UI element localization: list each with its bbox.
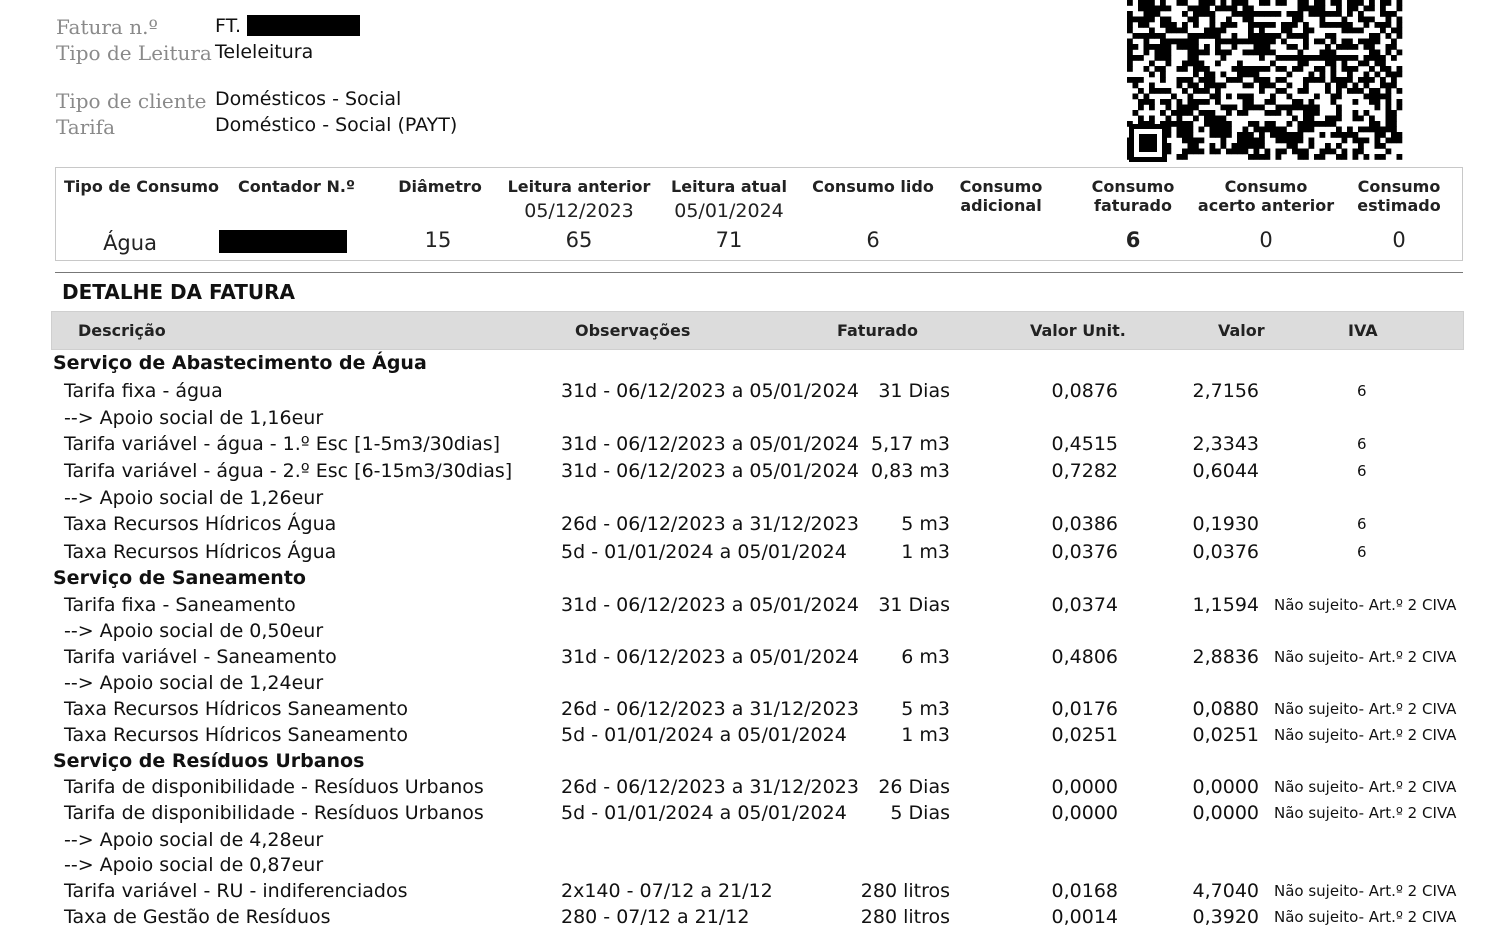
section-heading: Serviço de Resíduos Urbanos — [53, 750, 365, 772]
row-faturado: 280 litros — [860, 880, 950, 902]
note-row — [0, 407, 1488, 433]
table-row — [0, 594, 1488, 620]
table-row — [0, 513, 1488, 539]
row-description: Taxa Recursos Hídricos Saneamento — [64, 698, 408, 720]
row-faturado: 26 Dias — [878, 776, 950, 798]
note-row — [0, 672, 1488, 698]
header-leitura-anterior: Leitura anterior — [507, 177, 651, 196]
cell-consumo-faturado: 6 — [1125, 228, 1141, 252]
row-faturado: 1 m3 — [901, 724, 950, 746]
section-heading: Serviço de Saneamento — [53, 567, 306, 589]
row-valor: 0,6044 — [1192, 460, 1259, 482]
row-observacoes: 26d - 06/12/2023 a 31/12/2023 — [561, 513, 859, 535]
tarifa-label: Tarifa — [56, 115, 115, 139]
row-description: --> Apoio social de 1,26eur — [64, 487, 324, 509]
cell-consumo-estimado: 0 — [1392, 228, 1406, 252]
header-tipo-consumo: Tipo de Consumo — [64, 177, 219, 196]
row-valor: 0,0000 — [1192, 776, 1259, 798]
fatura-prefix: FT. — [215, 15, 241, 37]
header-consumo-acerto-l1: Consumo — [1224, 177, 1308, 196]
row-observacoes: 280 - 07/12 a 21/12 — [561, 906, 750, 928]
row-description: Tarifa fixa - Saneamento — [64, 594, 296, 616]
consumption-table — [55, 167, 1463, 261]
row-description: Tarifa fixa - água — [64, 380, 223, 402]
row-observacoes: 31d - 06/12/2023 a 05/01/2024 — [561, 460, 859, 482]
row-valor: 0,0000 — [1192, 802, 1259, 824]
row-description: Tarifa de disponibilidade - Resíduos Urbanos — [64, 776, 484, 798]
section-row — [0, 750, 1488, 776]
row-valor-unit: 0,0876 — [1051, 380, 1118, 402]
row-valor-unit: 0,0374 — [1051, 594, 1118, 616]
row-faturado: 0,83 m3 — [871, 460, 950, 482]
table-row — [0, 880, 1488, 906]
tipo-leitura-value: Teleleitura — [215, 41, 314, 63]
header-consumo-estimado-l1: Consumo — [1357, 177, 1441, 196]
col-faturado: Faturado — [837, 321, 918, 340]
row-faturado: 5,17 m3 — [871, 433, 950, 455]
row-description: Tarifa variável - água - 1.º Esc [1-5m3/30dias] — [64, 433, 501, 455]
cell-leitura-atual: 71 — [715, 228, 743, 252]
row-valor-unit: 0,4515 — [1051, 433, 1118, 455]
redacted-fatura-number — [247, 15, 360, 36]
section-title-detalhe: DETALHE DA FATURA — [62, 280, 296, 304]
row-description: Taxa Recursos Hídricos Água — [64, 541, 337, 563]
row-description: --> Apoio social de 1,16eur — [64, 407, 324, 429]
table-row — [0, 724, 1488, 750]
row-observacoes: 2x140 - 07/12 a 21/12 — [561, 880, 773, 902]
detail-header-bar — [51, 311, 1464, 350]
row-observacoes: 5d - 01/01/2024 a 05/01/2024 — [561, 802, 847, 824]
row-faturado: 5 Dias — [890, 802, 950, 824]
qr-code — [1127, 0, 1403, 164]
col-valor: Valor — [1218, 321, 1265, 340]
cell-consumo-lido: 6 — [866, 228, 880, 252]
row-valor-unit: 0,0014 — [1051, 906, 1118, 928]
header-consumo-acerto — [1196, 177, 1336, 215]
table-row — [0, 646, 1488, 672]
row-faturado: 6 m3 — [901, 646, 950, 668]
row-valor: 0,3920 — [1192, 906, 1259, 928]
row-description: --> Apoio social de 1,24eur — [64, 672, 324, 694]
row-valor-unit: 0,0251 — [1051, 724, 1118, 746]
row-observacoes: 31d - 06/12/2023 a 05/01/2024 — [561, 646, 859, 668]
row-valor-unit: 0,0168 — [1051, 880, 1118, 902]
row-valor-unit: 0,0386 — [1051, 513, 1118, 535]
row-faturado: 280 litros — [860, 906, 950, 928]
row-faturado: 5 m3 — [901, 513, 950, 535]
row-description: --> Apoio social de 0,50eur — [64, 620, 324, 642]
row-iva: Não sujeito- Art.º 2 CIVA — [1274, 726, 1457, 744]
date-leitura-atual: 05/01/2024 — [674, 200, 784, 222]
note-row — [0, 854, 1488, 880]
row-iva: 6 — [1357, 515, 1367, 533]
row-description: Taxa Recursos Hídricos Saneamento — [64, 724, 408, 746]
header-consumo-estimado-l2: estimado — [1357, 196, 1441, 215]
table-row — [0, 460, 1488, 486]
table-row — [0, 698, 1488, 724]
header-diametro: Diâmetro — [398, 177, 482, 196]
header-consumo-faturado-l2: faturado — [1094, 196, 1172, 215]
col-descricao: Descrição — [78, 321, 166, 340]
note-row — [0, 620, 1488, 646]
row-description: Taxa de Gestão de Resíduos — [64, 906, 331, 928]
row-description: Tarifa variável - água - 2.º Esc [6-15m3/30dias] — [64, 460, 513, 482]
row-faturado: 1 m3 — [901, 541, 950, 563]
row-iva: Não sujeito- Art.º 2 CIVA — [1274, 596, 1457, 614]
row-iva: Não sujeito- Art.º 2 CIVA — [1274, 804, 1457, 822]
header-consumo-acerto-l2: acerto anterior — [1197, 196, 1335, 215]
row-valor-unit: 0,0176 — [1051, 698, 1118, 720]
row-description: Tarifa variável - Saneamento — [64, 646, 337, 668]
row-iva: 6 — [1357, 435, 1367, 453]
date-leitura-anterior: 05/12/2023 — [524, 200, 634, 222]
row-valor: 2,8836 — [1192, 646, 1259, 668]
tipo-leitura-label: Tipo de Leitura — [56, 41, 212, 65]
row-description: --> Apoio social de 4,28eur — [64, 829, 324, 851]
row-description: --> Apoio social de 0,87eur — [64, 854, 324, 876]
table-row — [0, 776, 1488, 802]
row-valor-unit: 0,0376 — [1051, 541, 1118, 563]
row-valor-unit: 0,7282 — [1051, 460, 1118, 482]
table-row — [0, 541, 1488, 567]
row-iva: 6 — [1357, 543, 1367, 561]
row-faturado: 5 m3 — [901, 698, 950, 720]
tipo-cliente-value: Domésticos - Social — [215, 88, 402, 110]
header-contador: Contador N.º — [238, 177, 355, 196]
cell-diametro: 15 — [424, 228, 452, 252]
fatura-number — [215, 15, 360, 37]
row-observacoes: 5d - 01/01/2024 a 05/01/2024 — [561, 724, 847, 746]
col-observacoes: Observações — [575, 321, 691, 340]
section-row — [0, 567, 1488, 593]
row-valor: 4,7040 — [1192, 880, 1259, 902]
row-valor: 1,1594 — [1192, 594, 1259, 616]
row-iva: Não sujeito- Art.º 2 CIVA — [1274, 882, 1457, 900]
row-iva: 6 — [1357, 382, 1367, 400]
row-valor: 0,0376 — [1192, 541, 1259, 563]
row-valor-unit: 0,0000 — [1051, 776, 1118, 798]
header-consumo-faturado — [1078, 177, 1188, 215]
row-faturado: 31 Dias — [878, 380, 950, 402]
row-valor: 0,1930 — [1192, 513, 1259, 535]
row-observacoes: 26d - 06/12/2023 a 31/12/2023 — [561, 698, 859, 720]
note-row — [0, 487, 1488, 513]
row-iva: Não sujeito- Art.º 2 CIVA — [1274, 778, 1457, 796]
row-faturado: 31 Dias — [878, 594, 950, 616]
note-row — [0, 829, 1488, 855]
row-iva: Não sujeito- Art.º 2 CIVA — [1274, 908, 1457, 926]
section-row — [0, 352, 1488, 378]
col-iva: IVA — [1348, 321, 1378, 340]
row-valor: 0,0880 — [1192, 698, 1259, 720]
row-iva: 6 — [1357, 462, 1367, 480]
cell-acerto-anterior: 0 — [1259, 228, 1273, 252]
row-observacoes: 26d - 06/12/2023 a 31/12/2023 — [561, 776, 859, 798]
row-valor-unit: 0,0000 — [1051, 802, 1118, 824]
row-valor-unit: 0,4806 — [1051, 646, 1118, 668]
row-valor: 2,7156 — [1192, 380, 1259, 402]
row-iva: Não sujeito- Art.º 2 CIVA — [1274, 648, 1457, 666]
row-description: Tarifa de disponibilidade - Resíduos Urbanos — [64, 802, 484, 824]
header-consumo-lido: Consumo lido — [812, 177, 934, 196]
header-leitura-atual: Leitura atual — [671, 177, 787, 196]
table-row — [0, 802, 1488, 828]
row-observacoes: 31d - 06/12/2023 a 05/01/2024 — [561, 594, 859, 616]
table-row — [0, 433, 1488, 459]
row-description: Taxa Recursos Hídricos Água — [64, 513, 337, 535]
row-iva: Não sujeito- Art.º 2 CIVA — [1274, 700, 1457, 718]
table-row — [0, 380, 1488, 406]
cell-tipo-consumo: Água — [103, 231, 157, 255]
header-consumo-estimado — [1344, 177, 1454, 215]
section-heading: Serviço de Abastecimento de Água — [53, 352, 427, 374]
row-description: Tarifa variável - RU - indiferenciados — [64, 880, 408, 902]
header-consumo-adicional-l1: Consumo — [959, 177, 1043, 196]
header-consumo-adicional — [946, 177, 1056, 215]
tipo-cliente-label: Tipo de cliente — [56, 89, 207, 113]
fatura-label: Fatura n.º — [56, 15, 158, 39]
cell-leitura-anterior: 65 — [565, 228, 593, 252]
header-consumo-adicional-l2: adicional — [960, 196, 1042, 215]
row-observacoes: 31d - 06/12/2023 a 05/01/2024 — [561, 380, 859, 402]
row-valor: 0,0251 — [1192, 724, 1259, 746]
divider — [55, 272, 1463, 273]
row-valor: 2,3343 — [1192, 433, 1259, 455]
row-observacoes: 31d - 06/12/2023 a 05/01/2024 — [561, 433, 859, 455]
redacted-contador — [219, 230, 347, 253]
header-consumo-faturado-l1: Consumo — [1091, 177, 1175, 196]
tarifa-value: Doméstico - Social (PAYT) — [215, 114, 458, 136]
table-row — [0, 906, 1488, 932]
col-valor-unit: Valor Unit. — [1030, 321, 1126, 340]
row-observacoes: 5d - 01/01/2024 a 05/01/2024 — [561, 541, 847, 563]
